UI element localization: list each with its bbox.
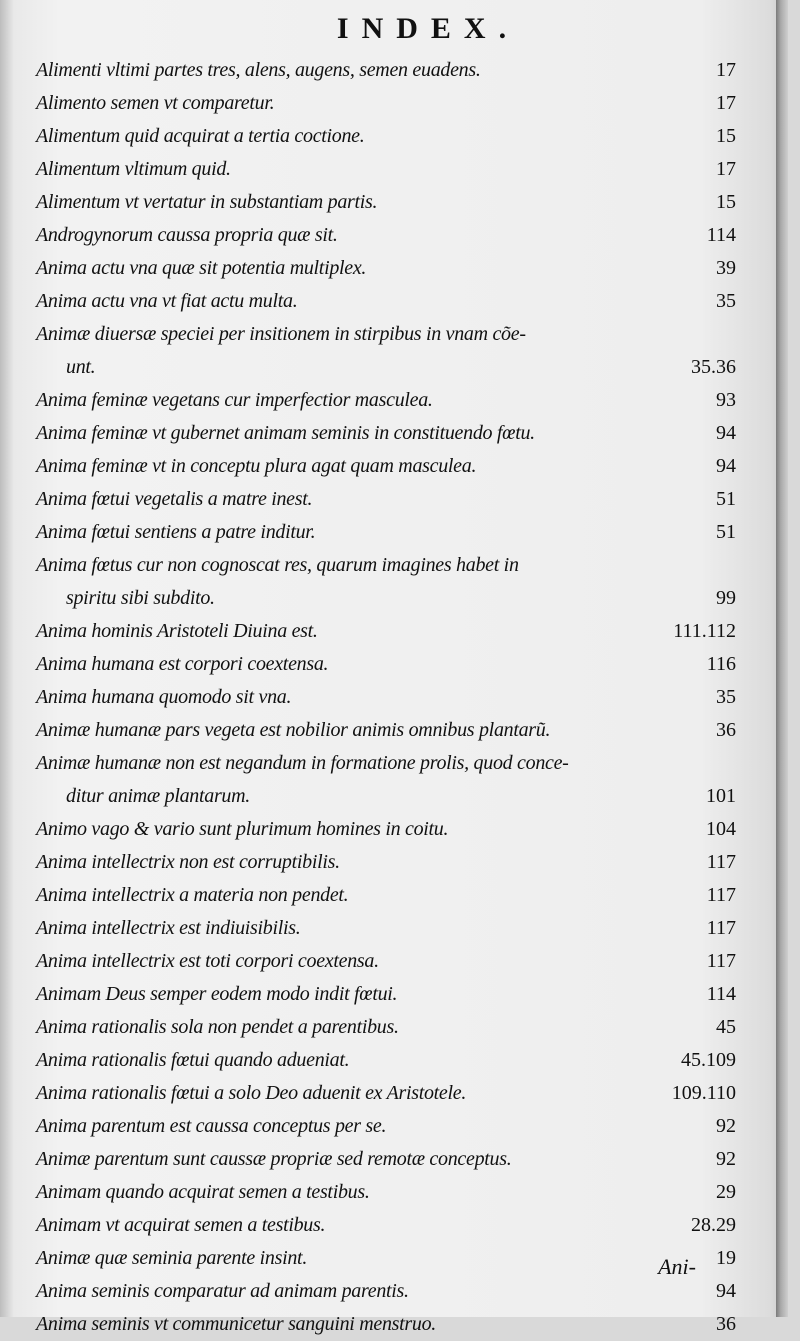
entry-page-number: 114 bbox=[706, 224, 736, 246]
entry-text: Anima feminæ vegetans cur imperfectior masculea. bbox=[36, 389, 433, 411]
entry-page-number: 39 bbox=[716, 257, 736, 279]
entry-text: Alimenti vltimi partes tres, alens, augens, semen euadens. bbox=[36, 59, 481, 81]
index-entry bbox=[36, 54, 736, 87]
entry-page-number: 117 bbox=[706, 950, 736, 972]
entry-text: Anima fœtus cur non cognoscat res, quarum imagines habet in bbox=[36, 554, 519, 576]
entry-text: Anima intellectrix non est corruptibilis. bbox=[36, 851, 340, 873]
index-entry bbox=[36, 978, 736, 1011]
index-entry bbox=[36, 285, 736, 318]
entry-page-number: 28.29 bbox=[691, 1214, 736, 1236]
index-entry bbox=[36, 351, 736, 384]
entry-page-number: 94 bbox=[716, 422, 736, 444]
entry-text: Animæ humanæ non est negandum in formatione prolis, quod conce- bbox=[36, 752, 569, 774]
entry-text: Anima fœtui sentiens a patre inditur. bbox=[36, 521, 316, 543]
entry-text: Animo vago & vario sunt plurimum homines in coitu. bbox=[36, 818, 449, 840]
entry-page-number: 104 bbox=[706, 818, 736, 840]
entry-page-number: 116 bbox=[706, 653, 736, 675]
entry-page-number: 17 bbox=[716, 92, 736, 114]
entry-page-number: 51 bbox=[716, 488, 736, 510]
index-entry bbox=[36, 1308, 736, 1341]
entry-page-number: 35 bbox=[716, 686, 736, 708]
index-entry bbox=[36, 945, 736, 978]
entry-page-number: 117 bbox=[706, 884, 736, 906]
entry-text: Animam Deus semper eodem modo indit fœtui. bbox=[36, 983, 398, 1005]
entry-page-number: 17 bbox=[716, 158, 736, 180]
entry-page-number: 19 bbox=[716, 1247, 736, 1269]
index-entry bbox=[36, 417, 736, 450]
index-entry bbox=[36, 615, 736, 648]
index-entry bbox=[36, 219, 736, 252]
index-entry bbox=[36, 714, 736, 747]
entry-text: Anima actu vna vt fiat actu multa. bbox=[36, 290, 298, 312]
catchword: Ani- bbox=[658, 1254, 696, 1279]
entry-page-number: 35.36 bbox=[691, 356, 736, 378]
entry-page-number: 92 bbox=[716, 1115, 736, 1137]
index-entry bbox=[36, 318, 736, 351]
entry-text: Anima actu vna quæ sit potentia multiplex. bbox=[36, 257, 367, 279]
entry-text: Animæ diuersæ speciei per insitionem in stirpibus in vnam cõe- bbox=[36, 323, 526, 345]
index-entry bbox=[36, 648, 736, 681]
index-entry bbox=[36, 1176, 736, 1209]
entry-text: Alimentum vt vertatur in substantiam partis. bbox=[36, 191, 378, 213]
entry-text: Anima rationalis fœtui a solo Deo aduenit ex Aristotele. bbox=[36, 1082, 467, 1104]
entry-page-number: 93 bbox=[716, 389, 736, 411]
entry-page-number: 15 bbox=[716, 125, 736, 147]
entry-text: ditur animæ plantarum. bbox=[66, 785, 250, 807]
index-entry bbox=[36, 450, 736, 483]
entry-page-number: 111.112 bbox=[673, 620, 736, 642]
entry-text: Anima feminæ vt in conceptu plura agat quam masculea. bbox=[36, 455, 477, 477]
index-entry bbox=[36, 483, 736, 516]
index-entry bbox=[36, 912, 736, 945]
entry-text: Alimentum vltimum quid. bbox=[36, 158, 231, 180]
index-entry bbox=[36, 1044, 736, 1077]
entry-text: Anima humana est corpori coextensa. bbox=[36, 653, 329, 675]
entry-page-number: 94 bbox=[716, 1280, 736, 1302]
entry-text: Anima feminæ vt gubernet animam seminis in constituendo fœtu. bbox=[36, 422, 535, 444]
entry-text: Anima intellectrix est toti corpori coextensa. bbox=[36, 950, 379, 972]
index-entry bbox=[36, 252, 736, 285]
entry-page-number: 109.110 bbox=[671, 1082, 736, 1104]
index-entry bbox=[36, 1242, 736, 1275]
entry-text: Anima intellectrix est indiuisibilis. bbox=[36, 917, 301, 939]
entry-text: Anima hominis Aristoteli Diuina est. bbox=[36, 620, 318, 642]
index-entry bbox=[36, 747, 736, 780]
entry-page-number: 99 bbox=[716, 587, 736, 609]
page-title: INDEX. bbox=[336, 12, 520, 45]
entry-text: Animam vt acquirat semen a testibus. bbox=[36, 1214, 326, 1236]
index-entry bbox=[36, 846, 736, 879]
index-entry bbox=[36, 681, 736, 714]
index-entry bbox=[36, 879, 736, 912]
index-entry bbox=[36, 186, 736, 219]
index-entry bbox=[36, 153, 736, 186]
index-entry bbox=[36, 1209, 736, 1242]
entry-page-number: 117 bbox=[706, 917, 736, 939]
entry-page-number: 29 bbox=[716, 1181, 736, 1203]
entry-text: Alimento semen vt comparetur. bbox=[36, 92, 275, 114]
entry-page-number: 36 bbox=[716, 1313, 736, 1335]
entry-page-number: 51 bbox=[716, 521, 736, 543]
entry-text: Animam quando acquirat semen a testibus. bbox=[36, 1181, 370, 1203]
index-entry bbox=[36, 1110, 736, 1143]
entry-text: Anima rationalis fœtui quando adueniat. bbox=[36, 1049, 350, 1071]
entry-page-number: 114 bbox=[706, 983, 736, 1005]
index-entry bbox=[36, 516, 736, 549]
entry-page-number: 17 bbox=[716, 59, 736, 81]
entry-page-number: 94 bbox=[716, 455, 736, 477]
entry-text: Anima seminis comparatur ad animam parentis. bbox=[36, 1280, 409, 1302]
entry-text: Anima intellectrix a materia non pendet. bbox=[36, 884, 349, 906]
entry-page-number: 92 bbox=[716, 1148, 736, 1170]
entry-text: Anima parentum est caussa conceptus per se. bbox=[36, 1115, 387, 1137]
index-entry bbox=[36, 1143, 736, 1176]
index-entry bbox=[36, 813, 736, 846]
entry-text: Anima rationalis sola non pendet a parentibus. bbox=[36, 1016, 399, 1038]
entry-page-number: 35 bbox=[716, 290, 736, 312]
entry-text: Animæ quæ seminia parente insint. bbox=[36, 1247, 308, 1269]
entry-text: Anima fœtui vegetalis a matre inest. bbox=[36, 488, 313, 510]
entry-text: Animæ parentum sunt caussæ propriæ sed remotæ conceptus. bbox=[36, 1148, 512, 1170]
index-list bbox=[36, 54, 736, 1341]
entry-text: Anima seminis vt communicetur sanguini menstruo. bbox=[36, 1313, 437, 1335]
index-entry bbox=[36, 582, 736, 615]
page-edge-shadow bbox=[776, 0, 788, 1317]
index-entry bbox=[36, 549, 736, 582]
entry-text: Androgynorum caussa propria quæ sit. bbox=[36, 224, 338, 246]
entry-text: unt. bbox=[66, 356, 96, 378]
entry-text: spiritu sibi subdito. bbox=[66, 587, 215, 609]
entry-page-number: 15 bbox=[716, 191, 736, 213]
index-entry bbox=[36, 384, 736, 417]
entry-page-number: 117 bbox=[706, 851, 736, 873]
index-entry bbox=[36, 87, 736, 120]
entry-text: Anima humana quomodo sit vna. bbox=[36, 686, 292, 708]
index-entry bbox=[36, 1077, 736, 1110]
entry-page-number: 45.109 bbox=[681, 1049, 736, 1071]
entry-text: Alimentum quid acquirat a tertia coctione. bbox=[36, 125, 365, 147]
entry-page-number: 36 bbox=[716, 719, 736, 741]
index-entry bbox=[36, 120, 736, 153]
entry-page-number: 45 bbox=[716, 1016, 736, 1038]
index-entry bbox=[36, 780, 736, 813]
index-entry bbox=[36, 1275, 736, 1308]
entry-page-number: 101 bbox=[706, 785, 736, 807]
index-entry bbox=[36, 1011, 736, 1044]
entry-text: Animæ humanæ pars vegeta est nobilior animis omnibus plantarũ. bbox=[36, 719, 551, 741]
